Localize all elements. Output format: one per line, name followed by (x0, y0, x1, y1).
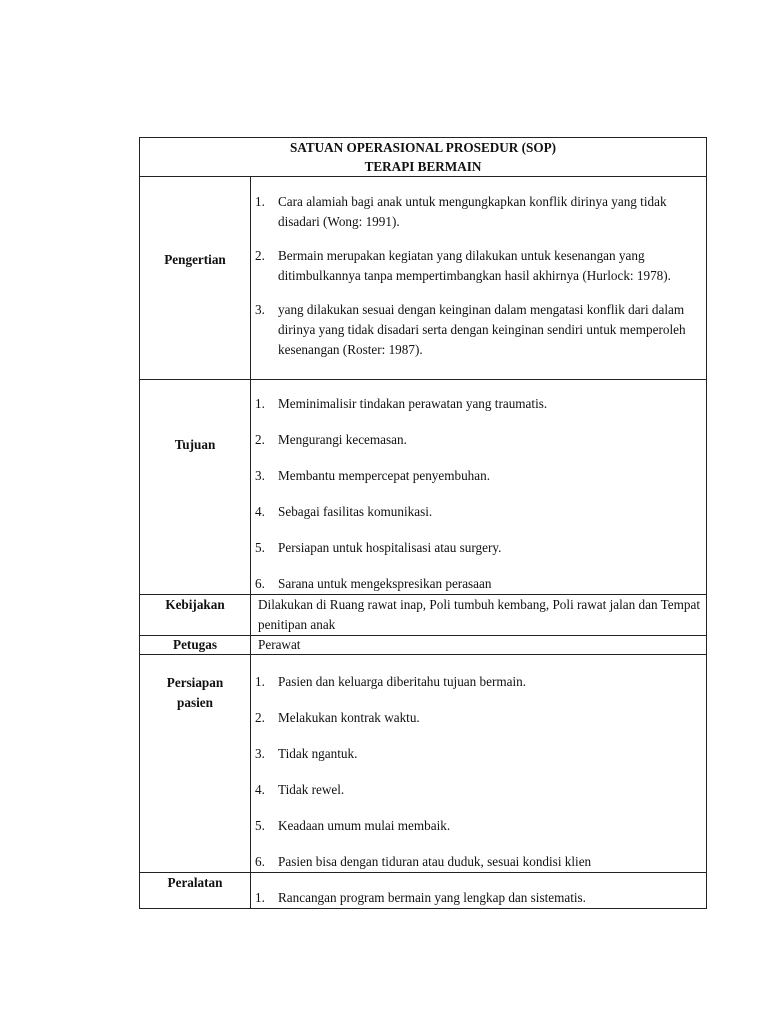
title-row (140, 138, 707, 177)
item-text: Persiapan untuk hospitalisasi atau surgery. (278, 540, 502, 555)
list-item (251, 574, 700, 594)
item-number: 6. (255, 576, 265, 591)
row-pengertian (140, 177, 707, 380)
row-label-line-2: pasien (177, 695, 213, 710)
preparation-list (251, 672, 706, 872)
staff-text: Perawat (258, 637, 301, 652)
item-text: Membantu mempercepat penyembuhan. (278, 468, 491, 483)
row-petugas (140, 636, 707, 655)
row-label-cell (140, 636, 251, 655)
item-text: Meminimalisir tindakan perawatan yang traumatis. (278, 396, 548, 411)
row-body-cell (251, 177, 707, 380)
item-text: Sebagai fasilitas komunikasi. (278, 504, 433, 519)
item-number: 2. (255, 710, 265, 725)
equipment-list (251, 888, 706, 908)
item-number: 3. (255, 302, 265, 317)
title-line-1: SATUAN OPERASIONAL PROSEDUR (SOP) (289, 140, 557, 155)
list-item (251, 708, 700, 728)
row-body-cell (251, 380, 707, 595)
row-peralatan (140, 873, 707, 909)
row-label: Peralatan (167, 875, 223, 890)
row-body-cell (251, 636, 707, 655)
row-label: Pengertian (164, 252, 226, 267)
item-text: Melakukan kontrak waktu. (278, 710, 420, 725)
definition-list (251, 192, 706, 360)
row-kebijakan (140, 595, 707, 636)
row-label-cell (140, 177, 251, 380)
item-text: Tidak ngantuk. (278, 746, 358, 761)
item-number: 2. (255, 248, 265, 263)
item-number: 2. (255, 432, 265, 447)
item-number: 4. (255, 782, 265, 797)
item-text: Bermain merupakan kegiatan yang dilakukan untuk kesenangan yang ditimbulkannya tanpa mempertimbangkan hasil akhirnya (Hurlock: 1978). (278, 248, 671, 283)
list-item (251, 816, 700, 836)
row-body-cell (251, 655, 707, 873)
item-number: 1. (255, 396, 265, 411)
item-text: yang dilakukan sesuai dengan keinginan dalam mengatasi konflik dari dalam dirinya yang tidak disadari serta dengan keinginan sendiri untuk memperoleh kesenangan (Roster: 1987). (278, 302, 686, 357)
list-item (251, 466, 700, 486)
list-item (251, 888, 700, 908)
item-text: Rancangan program bermain yang lengkap dan sistematis. (278, 890, 586, 905)
item-text: Tidak rewel. (278, 782, 345, 797)
list-item (251, 538, 700, 558)
item-number: 4. (255, 504, 265, 519)
item-number: 3. (255, 746, 265, 761)
row-label: Kebijakan (165, 597, 225, 612)
list-item (251, 502, 700, 522)
row-label: Tujuan (174, 437, 216, 452)
list-item (251, 192, 700, 232)
list-item (251, 300, 700, 360)
item-number: 1. (255, 194, 265, 209)
item-number: 6. (255, 854, 265, 869)
list-item (251, 394, 700, 414)
item-text: Pasien bisa dengan tiduran atau duduk, sesuai kondisi klien (278, 854, 592, 869)
item-text: Keadaan umum mulai membaik. (278, 818, 451, 833)
policy-text: Dilakukan di Ruang rawat inap, Poli tumbuh kembang, Poli rawat jalan dan Tempat penitipan anak (258, 597, 700, 632)
item-number: 5. (255, 818, 265, 833)
list-item (251, 430, 700, 450)
goals-list (251, 394, 706, 594)
row-label: Petugas (173, 637, 217, 652)
list-item (251, 852, 700, 872)
item-number: 1. (255, 890, 265, 905)
item-text: Cara alamiah bagi anak untuk mengungkapkan konflik dirinya yang tidak disadari (Wong: 1991). (278, 194, 667, 229)
item-number: 3. (255, 468, 265, 483)
list-item (251, 744, 700, 764)
sop-table (139, 137, 707, 909)
item-number: 5. (255, 540, 265, 555)
list-item (251, 246, 700, 286)
row-label-cell (140, 380, 251, 595)
row-tujuan (140, 380, 707, 595)
item-number: 1. (255, 674, 265, 689)
title-line-2: TERAPI BERMAIN (364, 159, 482, 174)
row-body-cell (251, 873, 707, 909)
document-title (140, 138, 707, 177)
row-label-line-1: Persiapan (166, 675, 224, 690)
row-label-cell (140, 655, 251, 873)
item-text: Mengurangi kecemasan. (278, 432, 407, 447)
item-text: Pasien dan keluarga diberitahu tujuan bermain. (278, 674, 527, 689)
item-text: Sarana untuk mengekspresikan perasaan (278, 576, 492, 591)
row-label-cell (140, 873, 251, 909)
list-item (251, 780, 700, 800)
row-persiapan-pasien (140, 655, 707, 873)
row-body-cell (251, 595, 707, 636)
list-item (251, 672, 700, 692)
row-label-cell (140, 595, 251, 636)
